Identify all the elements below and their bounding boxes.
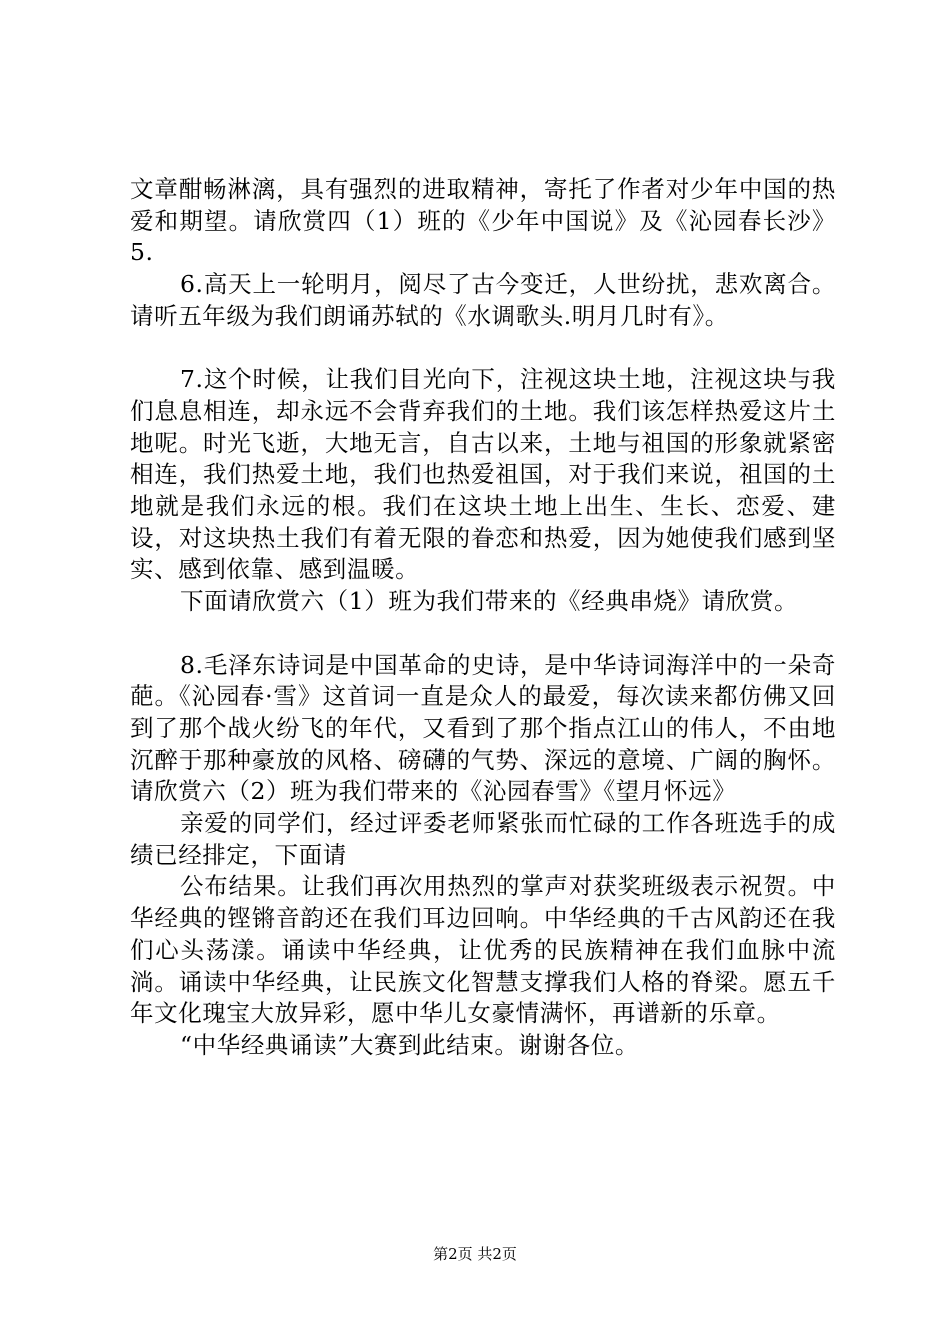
paragraph-item-7-invite: 下面请欣赏六（1）班为我们带来的《经典串烧》请欣赏。	[180, 587, 799, 616]
document-body	[130, 174, 836, 1062]
paragraph-intro-continued: 文章酣畅淋漓，具有强烈的进取精神，寄托了作者对少年中国的热爱和期望。请欣赏四（1）班的《少年中国说》及《沁园春长沙》5.	[130, 175, 836, 267]
paragraph-item-7: 7.这个时候，让我们目光向下，注视这块土地，注视这块与我们息息相连，却永远不会背弃我们的土地。我们该怎样热爱这片土地呢。时光飞逝，大地无言，自古以来，土地与祖国的形象就紧密相连，我们热爱土地，我们也热爱祖国，对于我们来说，祖国的土地就是我们永远的根。我们在这块土地上出生、生长、恋爱、建设，对这块热土我们有着无限的眷恋和热爱，因为她使我们感到坚实、感到依靠、感到温暖。	[130, 365, 836, 584]
paragraph-results-intro: 亲爱的同学们，经过评委老师紧张而忙碌的工作各班选手的成绩已经排定，下面请	[130, 809, 836, 869]
paragraph-spacer	[130, 333, 836, 365]
paragraph-results: 公布结果。让我们再次用热烈的掌声对获奖班级表示祝贺。中华经典的铿锵音韵还在我们耳边回响。中华经典的千古风韵还在我们心头荡漾。诵读中华经典，让优秀的民族精神在我们血脉中流淌。诵读中华经典，让民族文化智慧支撑我们人格的脊梁。愿五千年文化瑰宝大放异彩，愿中华儿女豪情满怀，再谱新的乐章。	[130, 872, 836, 1028]
page-number: 第2页 共2页	[433, 1245, 517, 1263]
paragraph-spacer	[130, 618, 836, 650]
paragraph-item-8: 8.毛泽东诗词是中国革命的史诗，是中华诗词海洋中的一朵奇葩。《沁园春·雪》这首词一直是众人的最爱，每次读来都仿佛又回到了那个战火纷飞的年代，又看到了那个指点江山的伟人，不由地沉醉于那种豪放的风格、磅礴的气势、深远的意境、广阔的胸怀。请欣赏六（2）班为我们带来的《沁园春雪》《望月怀远》	[130, 650, 836, 806]
paragraph-closing: “中华经典诵读”大赛到此结束。谢谢各位。	[180, 1030, 640, 1059]
paragraph-item-6: 6.高天上一轮明月，阅尽了古今变迁，人世纷扰，悲欢离合。请听五年级为我们朗诵苏轼的《水调歌头.明月几时有》。	[130, 270, 836, 330]
